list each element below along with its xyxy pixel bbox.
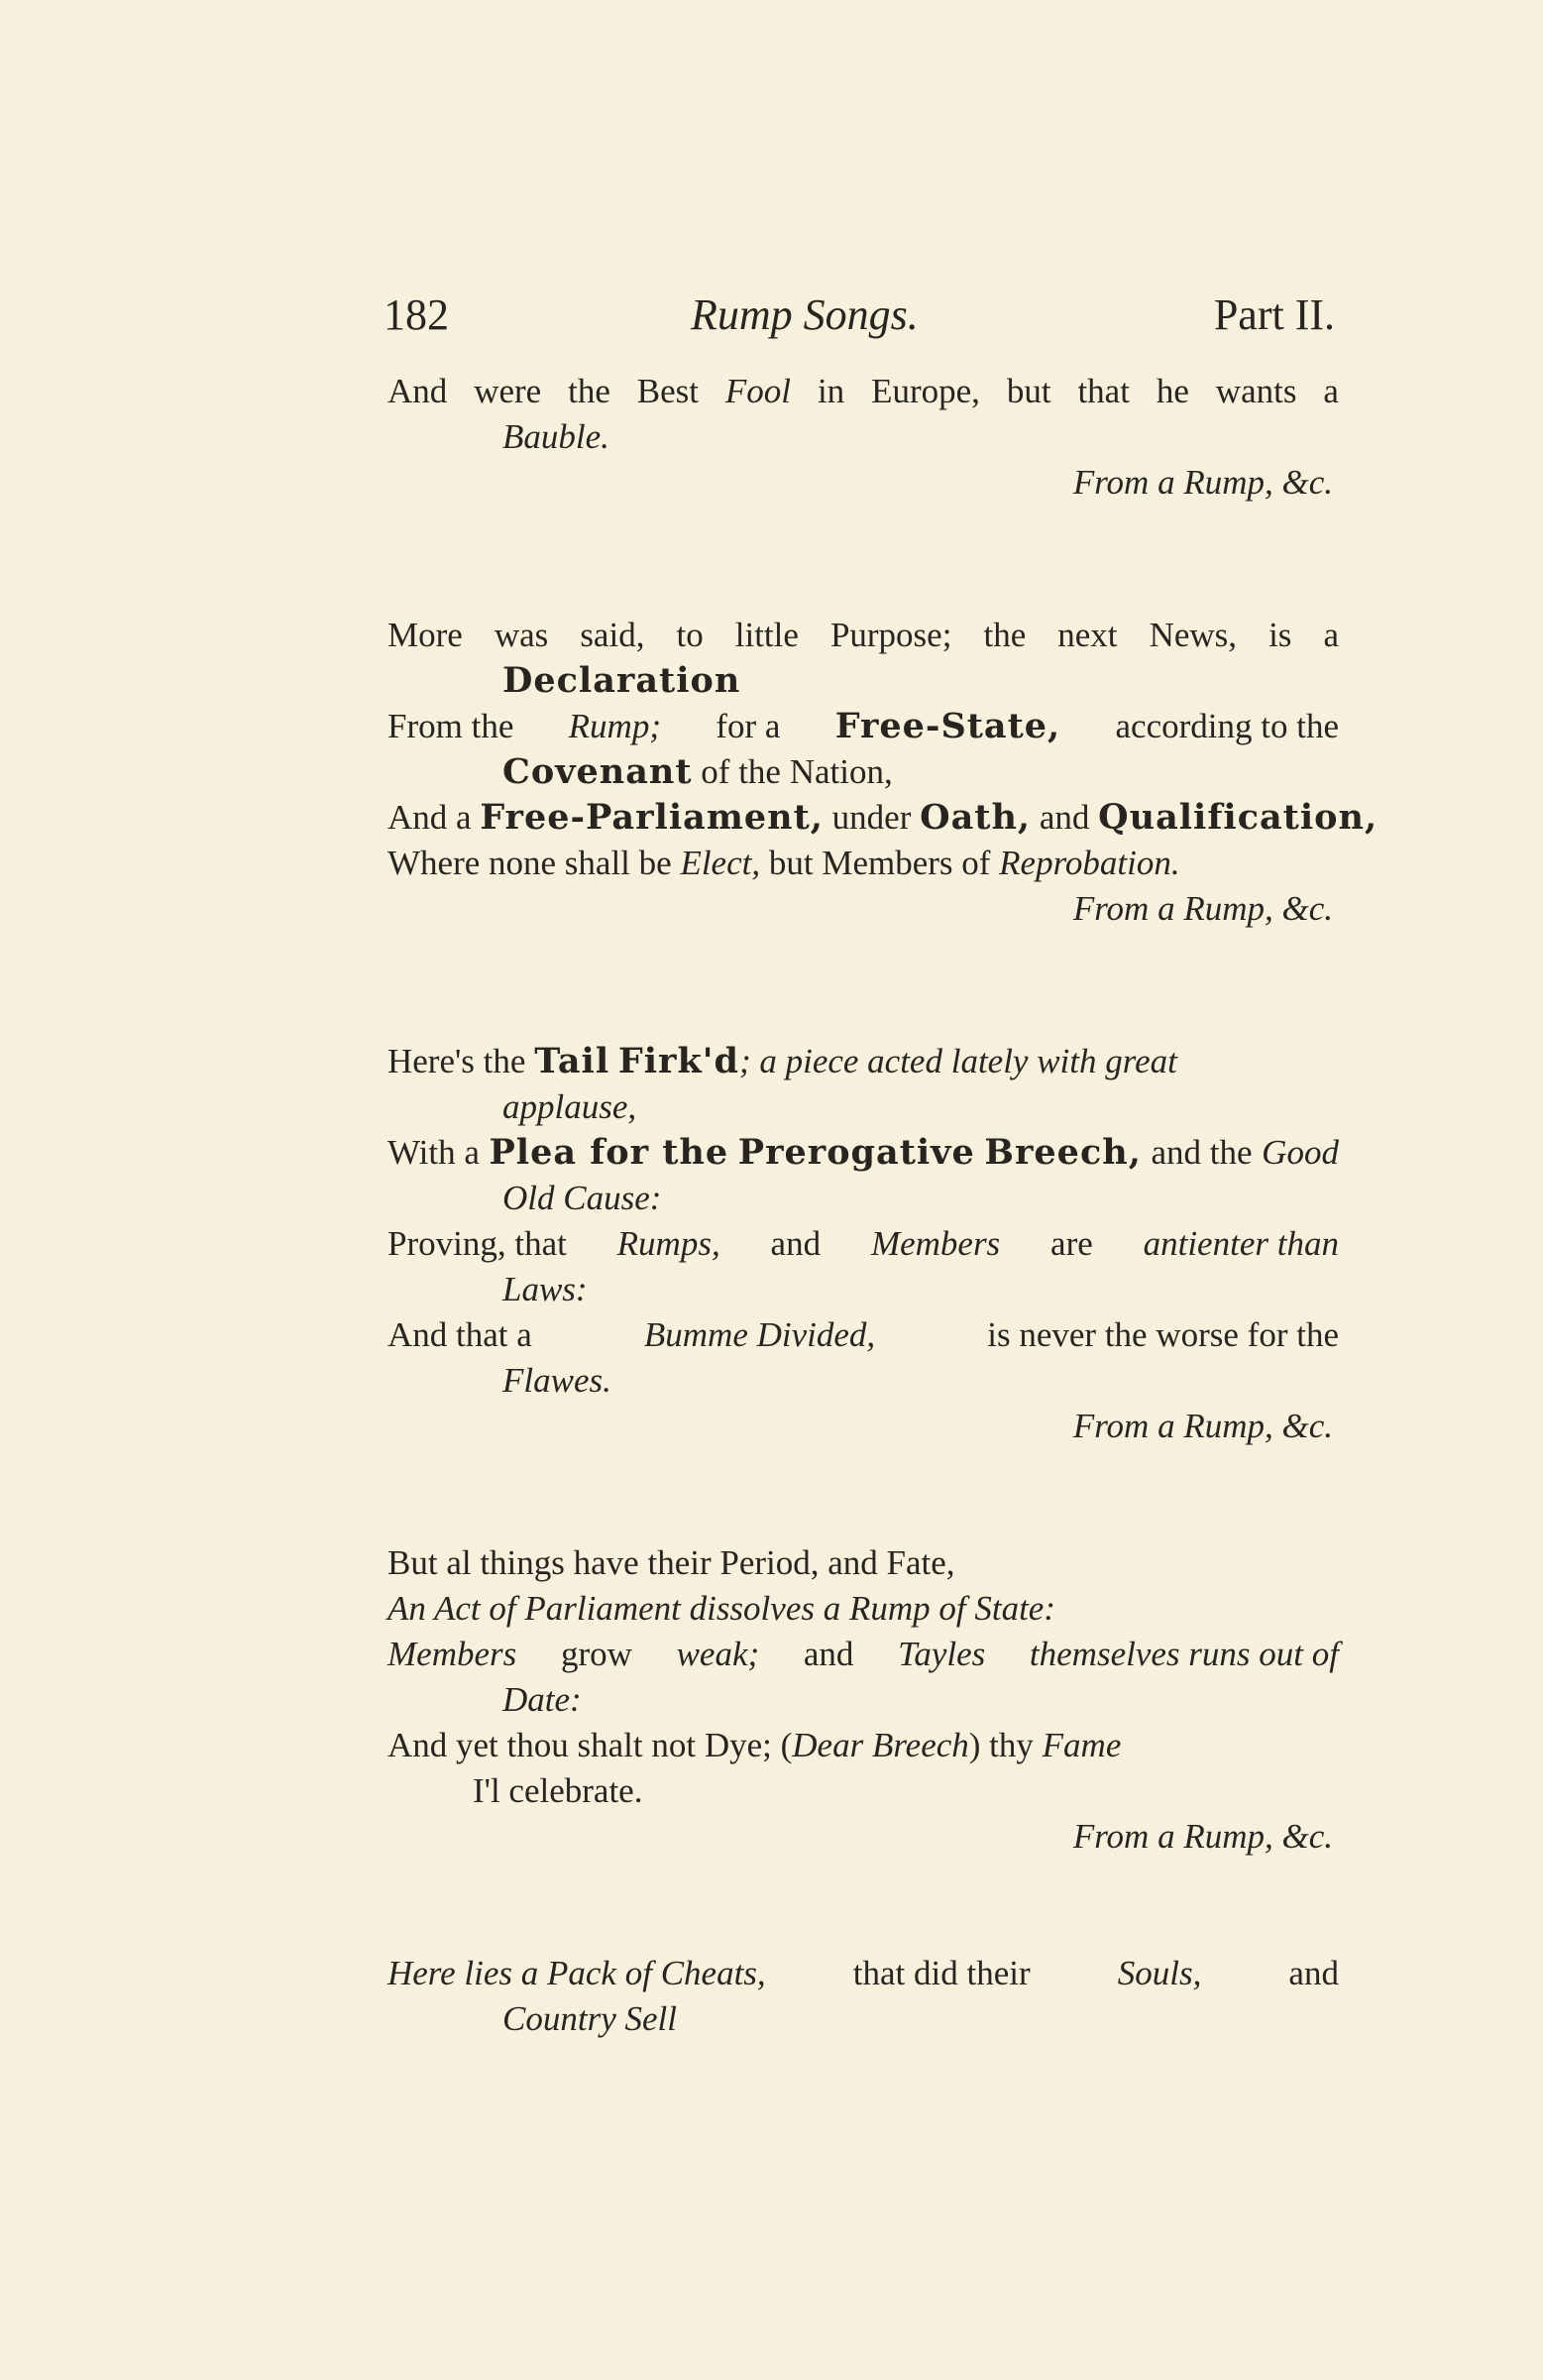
- verse-line: Proving, that Rumps, and Members are antienter than: [387, 1224, 1339, 1263]
- stanza-5: [387, 1951, 1339, 2042]
- verse-line: Covenant of the Nation,: [502, 751, 893, 792]
- verse-line: And a Free-Parliament, under Oath, and Qualification,: [387, 797, 1378, 838]
- verse-line: Bauble.: [502, 417, 609, 456]
- verse-line: I'l celebrate.: [473, 1771, 643, 1810]
- verse-line: And yet thou shalt not Dye; (Dear Breech) thy Fame: [387, 1726, 1122, 1764]
- poem-text: [387, 369, 1378, 2042]
- verse-line: From the Rump; for a Free-State, according to the: [387, 706, 1339, 746]
- verse-line: Where none shall be Elect, but Members of Reprobation.: [387, 844, 1180, 882]
- verse-line: Declaration: [502, 660, 741, 701]
- running-header: [384, 289, 1335, 339]
- verse-line: Members grow weak; and Tayles themselves runs out of: [387, 1635, 1339, 1673]
- verse-line: And were the Best Fool in Europe, but that he wants a: [387, 372, 1339, 410]
- verse-line: Laws:: [502, 1270, 588, 1308]
- stanza-4: [387, 1540, 1339, 1860]
- refrain: From a Rump, &c.: [1072, 463, 1333, 502]
- refrain: From a Rump, &c.: [1072, 1817, 1333, 1856]
- stanza-3: [387, 1039, 1339, 1449]
- verse-line: But al things have their Period, and Fate,: [387, 1543, 955, 1582]
- refrain: From a Rump, &c.: [1072, 1407, 1333, 1445]
- verse-line: An Act of Parliament dissolves a Rump of State:: [387, 1589, 1055, 1628]
- running-title: Rump Songs.: [691, 290, 919, 339]
- page-number: 182: [384, 290, 449, 339]
- verse-line: Country Sell: [502, 1999, 677, 2038]
- verse-line: Old Cause:: [502, 1179, 662, 1217]
- verse-line: Here lies a Pack of Cheats, that did their Souls, and: [387, 1954, 1339, 1992]
- verse-line: And that a Bumme Divided, is never the worse for the: [387, 1315, 1339, 1354]
- verse-line: Here's the Tail Firk'd; a piece acted lately with great: [387, 1041, 1177, 1081]
- verse-line: Flawes.: [502, 1361, 611, 1400]
- verse-line: applause,: [502, 1087, 637, 1126]
- stanza-1: [387, 369, 1339, 506]
- verse-line: With a Plea for the Prerogative Breech, and the Good: [387, 1132, 1339, 1173]
- verse-line: More was said, to little Purpose; the next News, is a: [387, 616, 1339, 654]
- verse-line: Date:: [502, 1680, 582, 1719]
- stanza-2: [387, 613, 1378, 932]
- part-label: Part II.: [1213, 290, 1335, 339]
- refrain: From a Rump, &c.: [1072, 889, 1333, 928]
